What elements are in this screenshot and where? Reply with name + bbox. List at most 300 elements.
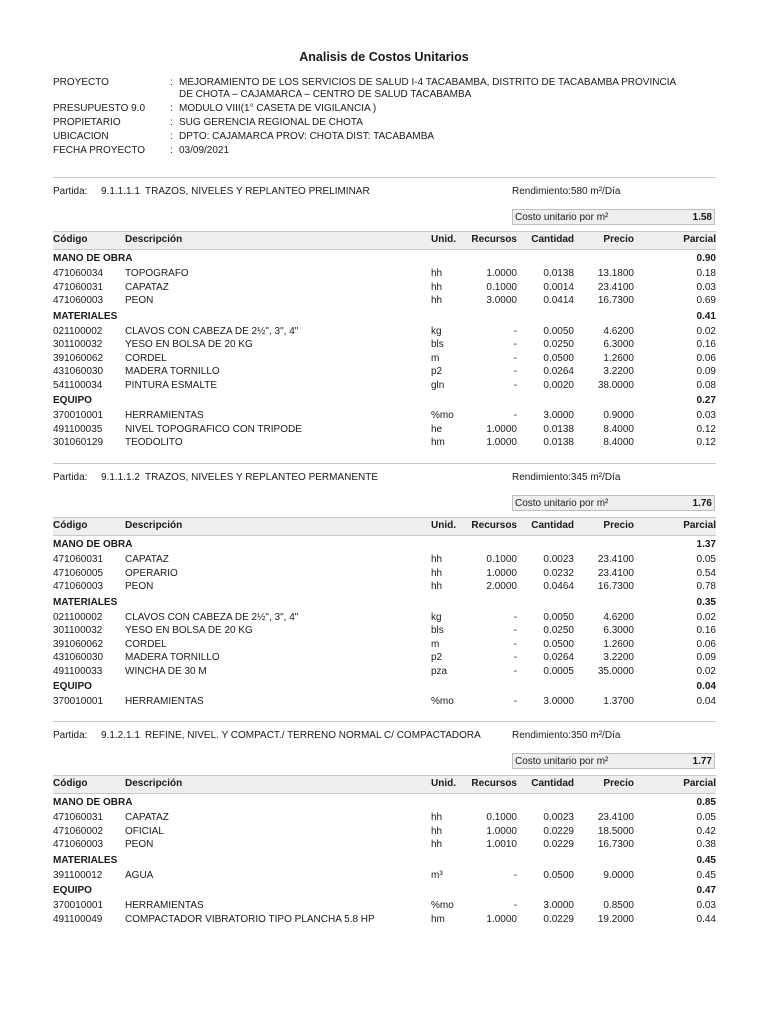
unit-cost-value: 1.76 <box>692 498 712 509</box>
cell-cantidad: 0.0138 <box>543 268 574 279</box>
table-row <box>53 639 716 653</box>
cell-parcial: 0.44 <box>696 913 716 925</box>
cell-cantidad: 0.0500 <box>543 638 574 650</box>
header-row-fecha <box>53 145 733 159</box>
cell-unid: hh <box>431 581 443 592</box>
rendimiento: Rendimiento:580 m²/Día <box>512 186 621 197</box>
cell-codigo: 491100035 <box>53 423 103 435</box>
col-parcial: Parcial <box>683 520 716 531</box>
cell-codigo: 541100034 <box>53 379 103 391</box>
group-name: EQUIPO <box>53 681 92 692</box>
header-label: PRESUPUESTO 9.0 <box>53 103 146 114</box>
cell-descripcion: HERRAMIENTAS <box>125 900 204 911</box>
unit-cost-box <box>512 753 715 769</box>
group-heading <box>53 253 716 267</box>
cell-codigo: 431060030 <box>53 366 104 377</box>
cell-unid: hh <box>431 554 443 565</box>
cell-unid: hm <box>431 437 445 448</box>
group-heading <box>53 885 716 899</box>
col-precio: Precio <box>603 778 634 789</box>
table-row <box>53 839 716 853</box>
unit-cost-label: Costo unitario por m² <box>515 756 609 767</box>
group-total: 0.90 <box>696 253 716 264</box>
cell-recursos: - <box>513 625 517 636</box>
cell-codigo: 471060031 <box>53 812 104 823</box>
cell-recursos: 1.0000 <box>486 913 517 925</box>
cell-descripcion: YESO EN BOLSA DE 20 KG <box>125 339 253 350</box>
table-row <box>53 812 716 826</box>
cell-recursos: 0.1000 <box>486 281 517 293</box>
cell-cantidad: 0.0229 <box>543 825 574 837</box>
header-value: DPTO: CAJAMARCA PROV: CHOTA DIST: TACABAMBA <box>179 131 435 142</box>
cell-precio: 8.4000 <box>603 423 634 435</box>
cell-parcial: 0.12 <box>696 437 716 448</box>
cell-recursos: - <box>513 696 517 707</box>
col-descripcion: Descripción <box>125 778 183 789</box>
cell-codigo: 471060002 <box>53 825 104 837</box>
cell-precio: 13.1800 <box>597 268 634 279</box>
col-recursos: Recursos <box>471 234 517 245</box>
cell-descripcion: COMPACTADOR VIBRATORIO TIPO PLANCHA 5.8 HP <box>125 913 375 925</box>
table-row <box>53 900 716 914</box>
group-heading <box>53 539 716 553</box>
cell-parcial: 0.03 <box>696 900 716 911</box>
cell-codigo: 471060031 <box>53 554 104 565</box>
cell-codigo: 391060062 <box>53 638 104 650</box>
table-row <box>53 625 716 639</box>
cell-precio: 3.2200 <box>603 652 634 663</box>
partida-label: Partida: <box>53 472 88 483</box>
cell-codigo: 471060003 <box>53 839 104 850</box>
cell-cantidad: 0.0138 <box>543 437 574 448</box>
cell-precio: 23.4100 <box>597 281 634 293</box>
cell-parcial: 0.05 <box>696 812 716 823</box>
cell-parcial: 0.02 <box>696 611 716 623</box>
cell-descripcion: CLAVOS CON CABEZA DE 2½", 3", 4" <box>125 611 299 623</box>
cell-unid: p2 <box>431 366 443 377</box>
table-row <box>53 652 716 666</box>
header-colon: : <box>170 103 173 114</box>
cell-unid: hh <box>431 295 443 306</box>
col-codigo: Código <box>53 234 88 245</box>
cell-parcial: 0.54 <box>696 567 716 579</box>
col-unid: Unid. <box>431 778 456 789</box>
cell-recursos: 0.1000 <box>486 812 517 823</box>
cell-precio: 4.6200 <box>603 325 634 337</box>
cell-cantidad: 0.0229 <box>543 839 574 850</box>
table-header <box>53 231 716 250</box>
header-row-proyecto <box>53 77 733 100</box>
partida-code: 9.1.1.1.2 <box>101 472 140 483</box>
header-colon: : <box>170 117 173 128</box>
header-colon: : <box>170 145 173 156</box>
cell-descripcion: TOPOGRAFO <box>125 268 189 279</box>
cell-unid: hh <box>431 825 443 837</box>
cell-codigo: 370010001 <box>53 696 104 707</box>
cell-parcial: 0.06 <box>696 352 716 364</box>
cell-descripcion: OFICIAL <box>125 825 164 837</box>
cell-precio: 0.9000 <box>603 410 634 421</box>
cell-recursos: - <box>513 410 517 421</box>
cell-recursos: - <box>513 325 517 337</box>
cell-precio: 35.0000 <box>597 665 634 677</box>
col-parcial: Parcial <box>683 778 716 789</box>
cell-codigo: 391100012 <box>53 869 103 881</box>
partida-code: 9.1.2.1.1 <box>101 730 140 741</box>
cell-parcial: 0.08 <box>696 379 716 391</box>
table-row <box>53 870 716 884</box>
table-row <box>53 282 716 296</box>
group-total: 0.85 <box>696 797 716 808</box>
header-colon: : <box>170 131 173 142</box>
cell-precio: 23.4100 <box>597 554 634 565</box>
cell-unid: hh <box>431 839 443 850</box>
table-row <box>53 268 716 282</box>
cell-cantidad: 0.0464 <box>543 581 574 592</box>
cell-recursos: 3.0000 <box>486 295 517 306</box>
cell-unid: hh <box>431 812 443 823</box>
col-cantidad: Cantidad <box>531 234 574 245</box>
table-row <box>53 554 716 568</box>
cell-precio: 1.2600 <box>603 352 634 364</box>
cell-cantidad: 0.0500 <box>543 352 574 364</box>
cell-recursos: - <box>513 366 517 377</box>
table-row <box>53 826 716 840</box>
partida-line <box>53 730 716 744</box>
cell-parcial: 0.12 <box>696 423 716 435</box>
cell-cantidad: 0.0264 <box>543 652 574 663</box>
group-total: 0.41 <box>696 310 716 322</box>
unit-cost-box <box>512 209 715 225</box>
section-divider <box>53 721 716 722</box>
cell-codigo: 370010001 <box>53 410 104 421</box>
unit-cost-label: Costo unitario por m² <box>515 498 609 509</box>
header-colon: : <box>170 77 173 88</box>
group-heading <box>53 797 716 811</box>
cell-parcial: 0.16 <box>696 339 716 350</box>
cell-cantidad: 0.0023 <box>543 812 574 823</box>
cell-parcial: 0.09 <box>696 366 716 377</box>
group-total: 0.47 <box>696 885 716 896</box>
cell-cantidad: 0.0229 <box>543 913 574 925</box>
header-label: PROYECTO <box>53 77 109 88</box>
cell-parcial: 0.18 <box>696 268 716 279</box>
group-total: 0.35 <box>696 596 716 608</box>
table-row <box>53 339 716 353</box>
cell-precio: 8.4000 <box>603 437 634 448</box>
section-divider <box>53 463 716 464</box>
cell-descripcion: PEON <box>125 581 154 592</box>
cell-codigo: 431060030 <box>53 652 104 663</box>
cell-cantidad: 0.0138 <box>543 423 574 435</box>
cell-recursos: 1.0000 <box>486 423 517 435</box>
cell-descripcion: MADERA TORNILLO <box>125 366 220 377</box>
cell-parcial: 0.69 <box>696 295 716 306</box>
cell-descripcion: OPERARIO <box>125 567 178 579</box>
cell-unid: hh <box>431 268 443 279</box>
cell-precio: 6.3000 <box>603 625 634 636</box>
cell-cantidad: 0.0264 <box>543 366 574 377</box>
col-recursos: Recursos <box>471 778 517 789</box>
document-title: Analisis de Costos Unitarios <box>299 50 469 64</box>
cell-parcial: 0.78 <box>696 581 716 592</box>
cell-codigo: 471060034 <box>53 268 104 279</box>
partida-line <box>53 472 716 486</box>
cell-cantidad: 0.0500 <box>543 869 574 881</box>
cell-unid: %mo <box>431 696 454 707</box>
group-name: MANO DE OBRA <box>53 539 133 550</box>
cell-descripcion: PEON <box>125 295 154 306</box>
cell-parcial: 0.42 <box>696 825 716 837</box>
cell-descripcion: PINTURA ESMALTE <box>125 379 218 391</box>
cell-precio: 1.3700 <box>603 696 634 707</box>
cell-cantidad: 0.0023 <box>543 554 574 565</box>
cell-unid: bls <box>431 625 444 636</box>
cell-unid: kg <box>431 325 442 337</box>
cell-unid: hh <box>431 281 443 293</box>
cell-recursos: 2.0000 <box>486 581 517 592</box>
cell-codigo: 370010001 <box>53 900 104 911</box>
cell-precio: 23.4100 <box>597 567 634 579</box>
group-name: EQUIPO <box>53 395 92 406</box>
col-cantidad: Cantidad <box>531 520 574 531</box>
table-row <box>53 612 716 626</box>
header-row-propietario <box>53 117 733 131</box>
cell-unid: m³ <box>431 869 443 881</box>
cell-codigo: 471060005 <box>53 567 104 579</box>
cell-precio: 3.2200 <box>603 366 634 377</box>
cell-cantidad: 3.0000 <box>543 900 574 911</box>
cell-codigo: 471060003 <box>53 581 104 592</box>
table-row <box>53 568 716 582</box>
partida-description: TRAZOS, NIVELES Y REPLANTEO PERMANENTE <box>145 472 379 483</box>
header-label: UBICACION <box>53 131 109 142</box>
header-row-ubicacion <box>53 131 733 145</box>
cell-descripcion: TEODOLITO <box>125 437 183 448</box>
header-label: PROPIETARIO <box>53 117 121 128</box>
cell-descripcion: WINCHA DE 30 M <box>125 665 207 677</box>
unit-cost-value: 1.77 <box>692 756 712 767</box>
table-row <box>53 914 716 928</box>
cell-unid: %mo <box>431 900 454 911</box>
cell-unid: gln <box>431 379 445 391</box>
col-descripcion: Descripción <box>125 234 183 245</box>
cell-recursos: - <box>513 611 517 623</box>
cell-recursos: - <box>513 869 517 881</box>
cell-parcial: 0.03 <box>696 410 716 421</box>
cell-recursos: - <box>513 352 517 364</box>
group-name: MATERIALES <box>53 310 118 322</box>
cell-codigo: 491100033 <box>53 665 103 677</box>
cell-recursos: - <box>513 652 517 663</box>
header-value: 03/09/2021 <box>179 145 230 156</box>
header-value: MODULO VIII(1° CASETA DE VIGILANCIA ) <box>179 103 377 114</box>
cell-recursos: 1.0000 <box>486 268 517 279</box>
group-heading <box>53 681 716 695</box>
cell-parcial: 0.04 <box>696 696 716 707</box>
cell-descripcion: HERRAMIENTAS <box>125 696 204 707</box>
cell-precio: 4.6200 <box>603 611 634 623</box>
col-unid: Unid. <box>431 234 456 245</box>
cell-recursos: - <box>513 665 517 677</box>
partida-label: Partida: <box>53 186 88 197</box>
group-name: MATERIALES <box>53 596 118 608</box>
cell-precio: 23.4100 <box>597 812 634 823</box>
col-cantidad: Cantidad <box>531 778 574 789</box>
cell-recursos: 1.0000 <box>486 825 517 837</box>
header-value: SUG GERENCIA REGIONAL DE CHOTA <box>179 117 363 128</box>
cell-precio: 0.8500 <box>603 900 634 911</box>
cell-precio: 9.0000 <box>603 869 634 881</box>
cell-cantidad: 0.0050 <box>543 325 574 337</box>
unit-cost-box <box>512 495 715 511</box>
group-total: 1.37 <box>696 539 716 550</box>
table-row <box>53 437 716 451</box>
unit-cost-label: Costo unitario por m² <box>515 212 609 223</box>
cell-parcial: 0.38 <box>696 839 716 850</box>
table-row <box>53 366 716 380</box>
unit-cost-value: 1.58 <box>692 212 712 223</box>
cell-cantidad: 0.0250 <box>543 625 574 636</box>
cell-cantidad: 0.0050 <box>543 611 574 623</box>
cell-cantidad: 3.0000 <box>543 696 574 707</box>
cell-unid: p2 <box>431 652 443 663</box>
table-row <box>53 410 716 424</box>
cell-precio: 18.5000 <box>597 825 634 837</box>
cell-recursos: - <box>513 638 517 650</box>
section-divider <box>53 177 716 178</box>
cell-unid: hm <box>431 913 445 925</box>
cell-descripcion: CAPATAZ <box>125 281 169 293</box>
cell-parcial: 0.09 <box>696 652 716 663</box>
table-row <box>53 353 716 367</box>
cell-unid: kg <box>431 611 442 623</box>
cell-parcial: 0.02 <box>696 325 716 337</box>
col-codigo: Código <box>53 520 88 531</box>
cell-parcial: 0.45 <box>696 869 716 881</box>
partida-description: TRAZOS, NIVELES Y REPLANTEO PRELIMINAR <box>145 186 370 197</box>
header-label: FECHA PROYECTO <box>53 145 146 156</box>
group-name: MANO DE OBRA <box>53 253 133 264</box>
cell-descripcion: CAPATAZ <box>125 554 169 565</box>
cell-codigo: 391060062 <box>53 352 104 364</box>
table-row <box>53 581 716 595</box>
cell-unid: %mo <box>431 410 454 421</box>
table-row <box>53 326 716 340</box>
cell-precio: 19.2000 <box>597 913 634 925</box>
table-row <box>53 380 716 394</box>
cell-recursos: 0.1000 <box>486 554 517 565</box>
rendimiento: Rendimiento:345 m²/Día <box>512 472 621 483</box>
cell-recursos: 1.0000 <box>486 437 517 448</box>
table-header <box>53 517 716 536</box>
group-total: 0.04 <box>696 681 716 692</box>
header-value: MEJORAMIENTO DE LOS SERVICIOS DE SALUD I-4 TACABAMBA, DISTRITO DE TACABAMBA PROVINCIA DE CHOTA – CAJAMARCA – CENTRO DE SALUD TACABAMBA <box>179 77 676 100</box>
col-precio: Precio <box>603 234 634 245</box>
cell-precio: 16.7300 <box>597 581 634 592</box>
cell-unid: hh <box>431 567 443 579</box>
partida-code: 9.1.1.1.1 <box>101 186 140 197</box>
cell-unid: he <box>431 423 443 435</box>
cell-parcial: 0.03 <box>696 281 716 293</box>
group-heading <box>53 395 716 409</box>
cell-unid: m <box>431 638 440 650</box>
group-heading <box>53 597 716 611</box>
col-descripcion: Descripción <box>125 520 183 531</box>
cell-cantidad: 0.0250 <box>543 339 574 350</box>
cell-descripcion: AGUA <box>125 869 154 881</box>
group-name: EQUIPO <box>53 885 92 896</box>
col-recursos: Recursos <box>471 520 517 531</box>
cell-codigo: 471060031 <box>53 281 104 293</box>
cell-descripcion: MADERA TORNILLO <box>125 652 220 663</box>
cell-parcial: 0.06 <box>696 638 716 650</box>
table-row <box>53 295 716 309</box>
group-name: MATERIALES <box>53 854 118 866</box>
cell-cantidad: 0.0020 <box>543 379 574 391</box>
cell-cantidad: 0.0005 <box>543 665 574 677</box>
cell-cantidad: 0.0414 <box>543 295 574 306</box>
partida-description: REFINE, NIVEL. Y COMPACT./ TERRENO NORMAL C/ COMPACTADORA <box>145 730 481 741</box>
group-name: MANO DE OBRA <box>53 797 133 808</box>
col-precio: Precio <box>603 520 634 531</box>
cell-recursos: 1.0010 <box>486 839 517 850</box>
table-row <box>53 696 716 710</box>
cell-descripcion: NIVEL TOPOGRAFICO CON TRIPODE <box>125 423 302 435</box>
cell-recursos: 1.0000 <box>486 567 517 579</box>
cell-codigo: 491100049 <box>53 913 103 925</box>
table-row <box>53 666 716 680</box>
cell-codigo: 471060003 <box>53 295 104 306</box>
cell-recursos: - <box>513 379 517 391</box>
partida-line <box>53 186 716 200</box>
table-header <box>53 775 716 794</box>
cell-precio: 1.2600 <box>603 638 634 650</box>
cell-unid: pza <box>431 665 448 677</box>
cell-parcial: 0.02 <box>696 665 716 677</box>
col-codigo: Código <box>53 778 88 789</box>
cell-recursos: - <box>513 339 517 350</box>
table-row <box>53 424 716 438</box>
cell-descripcion: YESO EN BOLSA DE 20 KG <box>125 625 253 636</box>
cell-parcial: 0.05 <box>696 554 716 565</box>
cell-descripcion: PEON <box>125 839 154 850</box>
cell-unid: bls <box>431 339 444 350</box>
cell-precio: 6.3000 <box>603 339 634 350</box>
cell-precio: 16.7300 <box>597 839 634 850</box>
cell-codigo: 301100032 <box>53 339 103 350</box>
cell-descripcion: HERRAMIENTAS <box>125 410 204 421</box>
cell-parcial: 0.16 <box>696 625 716 636</box>
cell-descripcion: CORDEL <box>125 352 167 364</box>
header-row-presupuesto <box>53 103 733 117</box>
cell-codigo: 021100002 <box>53 611 103 623</box>
col-parcial: Parcial <box>683 234 716 245</box>
col-unid: Unid. <box>431 520 456 531</box>
group-total: 0.45 <box>696 854 716 866</box>
cell-unid: m <box>431 352 440 364</box>
cell-precio: 38.0000 <box>597 379 634 391</box>
cell-descripcion: CORDEL <box>125 638 167 650</box>
cell-descripcion: CAPATAZ <box>125 812 169 823</box>
cell-recursos: - <box>513 900 517 911</box>
cell-cantidad: 0.0014 <box>543 281 574 293</box>
cell-descripcion: CLAVOS CON CABEZA DE 2½", 3", 4" <box>125 325 299 337</box>
cell-cantidad: 0.0232 <box>543 567 574 579</box>
cell-codigo: 301100032 <box>53 625 103 636</box>
group-heading <box>53 855 716 869</box>
cell-codigo: 301060129 <box>53 437 104 448</box>
